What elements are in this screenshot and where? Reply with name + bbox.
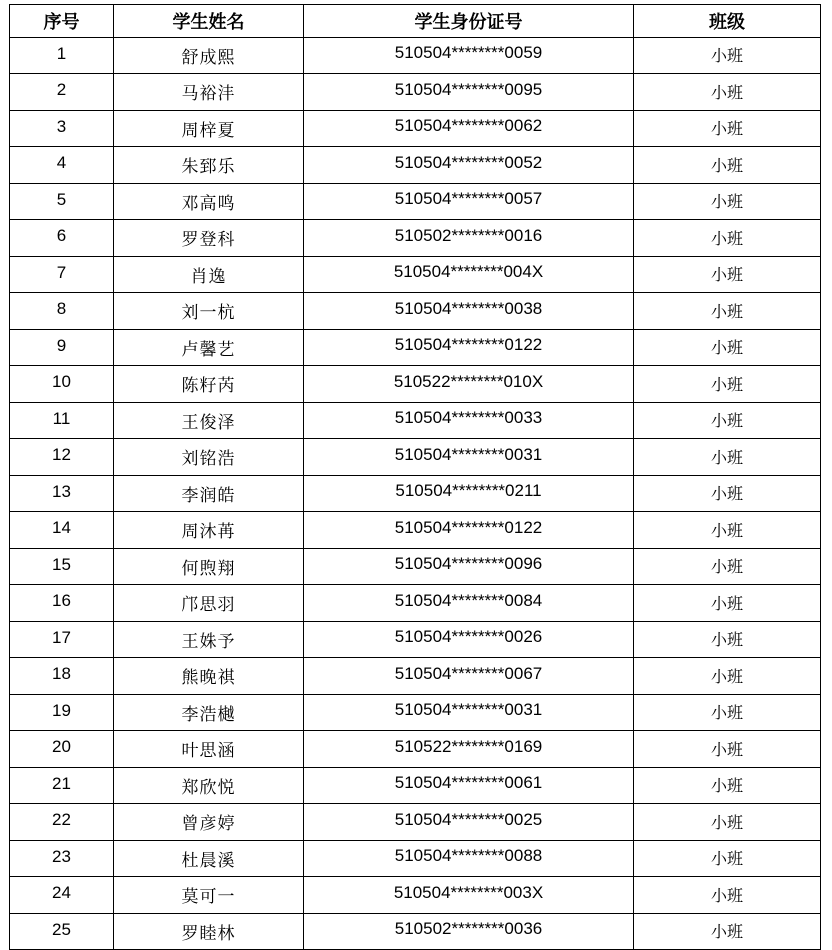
cell-student-name: 肖逸 [114,256,304,293]
cell-seq: 13 [10,475,114,512]
cell-id-number: 510504********0057 [304,183,634,220]
cell-seq: 21 [10,767,114,804]
cell-student-name: 朱郅乐 [114,147,304,184]
cell-student-name: 马裕沣 [114,74,304,111]
cell-id-number: 510504********0033 [304,402,634,439]
table-row [10,439,821,476]
cell-id-number: 510504********0062 [304,110,634,147]
student-roster-table [9,4,821,950]
class-label: 小班 [710,630,743,650]
cell-class [634,110,821,147]
cell-seq: 12 [10,439,114,476]
cell-seq: 3 [10,110,114,147]
cell-id-number: 510504********003X [304,877,634,914]
cell-seq: 4 [10,147,114,184]
cell-student-name: 罗睦林 [114,913,304,950]
cell-student-name: 邝思羽 [114,585,304,622]
cell-id-number: 510504********0122 [304,512,634,549]
cell-class [634,767,821,804]
class-label: 小班 [710,411,743,431]
class-label: 小班 [710,46,743,66]
class-label: 小班 [710,374,743,394]
cell-class [634,147,821,184]
table-row [10,475,821,512]
table-row [10,183,821,220]
cell-class [634,512,821,549]
cell-seq: 25 [10,913,114,950]
cell-student-name: 李浩樾 [114,694,304,731]
cell-id-number: 510504********0211 [304,475,634,512]
cell-class [634,183,821,220]
class-label: 小班 [710,885,743,905]
table-row [10,147,821,184]
cell-class [634,37,821,74]
cell-seq: 17 [10,621,114,658]
cell-student-name: 刘一杭 [114,293,304,330]
header-name: 学生姓名 [114,5,304,38]
cell-class [634,256,821,293]
table-row [10,913,821,950]
cell-class [634,293,821,330]
cell-class [634,804,821,841]
cell-class [634,913,821,950]
table-row [10,293,821,330]
cell-id-number: 510504********0088 [304,840,634,877]
cell-seq: 14 [10,512,114,549]
table-row [10,877,821,914]
cell-seq: 23 [10,840,114,877]
cell-seq: 19 [10,694,114,731]
cell-seq: 10 [10,366,114,403]
table-row [10,767,821,804]
cell-student-name: 邓高鸣 [114,183,304,220]
cell-student-name: 周沐苒 [114,512,304,549]
class-label: 小班 [710,849,743,869]
header-class: 班级 [634,5,821,38]
table-row [10,256,821,293]
cell-student-name: 叶思涵 [114,731,304,768]
table-body [10,37,821,950]
cell-id-number: 510504********0122 [304,329,634,366]
cell-id-number: 510504********0031 [304,439,634,476]
cell-class [634,366,821,403]
class-label: 小班 [710,484,743,504]
table-row [10,621,821,658]
cell-seq: 6 [10,220,114,257]
cell-class [634,220,821,257]
cell-seq: 16 [10,585,114,622]
class-label: 小班 [710,447,743,467]
cell-student-name: 罗登科 [114,220,304,257]
class-label: 小班 [710,703,743,723]
cell-id-number: 510502********0016 [304,220,634,257]
cell-student-name: 杜晨溪 [114,840,304,877]
class-label: 小班 [710,192,743,212]
table-header [10,5,821,38]
header-id-number: 学生身份证号 [304,5,634,38]
class-label: 小班 [710,155,743,175]
cell-seq: 15 [10,548,114,585]
class-label: 小班 [710,228,743,248]
cell-student-name: 卢馨艺 [114,329,304,366]
table-row [10,585,821,622]
cell-class [634,658,821,695]
table-row [10,37,821,74]
cell-id-number: 510504********0052 [304,147,634,184]
cell-class [634,731,821,768]
cell-student-name: 郑欣悦 [114,767,304,804]
class-label: 小班 [710,922,743,942]
table-row [10,74,821,111]
cell-seq: 22 [10,804,114,841]
table-row [10,329,821,366]
class-label: 小班 [710,82,743,102]
class-label: 小班 [710,301,743,321]
cell-student-name: 何煦翔 [114,548,304,585]
cell-id-number: 510504********0038 [304,293,634,330]
class-label: 小班 [710,593,743,613]
class-label: 小班 [710,776,743,796]
cell-seq: 7 [10,256,114,293]
table-row [10,694,821,731]
table-row [10,840,821,877]
cell-id-number: 510504********0095 [304,74,634,111]
cell-class [634,585,821,622]
cell-student-name: 陈籽芮 [114,366,304,403]
table-row [10,402,821,439]
cell-id-number: 510504********0096 [304,548,634,585]
cell-student-name: 刘铭浩 [114,439,304,476]
cell-id-number: 510522********010X [304,366,634,403]
table-row [10,110,821,147]
cell-class [634,621,821,658]
cell-class [634,402,821,439]
class-label: 小班 [710,812,743,832]
cell-seq: 9 [10,329,114,366]
cell-seq: 11 [10,402,114,439]
cell-id-number: 510504********0025 [304,804,634,841]
cell-seq: 2 [10,74,114,111]
table-row [10,548,821,585]
cell-id-number: 510522********0169 [304,731,634,768]
header-seq: 序号 [10,5,114,38]
cell-seq: 1 [10,37,114,74]
cell-class [634,475,821,512]
cell-id-number: 510504********0061 [304,767,634,804]
class-label: 小班 [710,520,743,540]
cell-student-name: 李润皓 [114,475,304,512]
cell-id-number: 510504********0031 [304,694,634,731]
cell-id-number: 510504********004X [304,256,634,293]
class-label: 小班 [710,666,743,686]
table-row [10,512,821,549]
table-row [10,366,821,403]
class-label: 小班 [710,265,743,285]
cell-id-number: 510504********0084 [304,585,634,622]
header-row [10,5,821,38]
cell-student-name: 王俊泽 [114,402,304,439]
cell-seq: 24 [10,877,114,914]
cell-class [634,548,821,585]
cell-student-name: 曾彦婷 [114,804,304,841]
cell-seq: 8 [10,293,114,330]
cell-class [634,694,821,731]
cell-student-name: 王姝予 [114,621,304,658]
cell-seq: 20 [10,731,114,768]
cell-student-name: 周梓夏 [114,110,304,147]
cell-class [634,840,821,877]
class-label: 小班 [710,557,743,577]
class-label: 小班 [710,119,743,139]
class-label: 小班 [710,338,743,358]
table-row [10,731,821,768]
cell-seq: 18 [10,658,114,695]
cell-class [634,877,821,914]
table-row [10,220,821,257]
table-row [10,804,821,841]
class-label: 小班 [710,739,743,759]
table-row [10,658,821,695]
cell-id-number: 510504********0067 [304,658,634,695]
cell-seq: 5 [10,183,114,220]
cell-class [634,329,821,366]
cell-student-name: 舒成熙 [114,37,304,74]
cell-class [634,439,821,476]
cell-class [634,74,821,111]
cell-id-number: 510502********0036 [304,913,634,950]
cell-id-number: 510504********0059 [304,37,634,74]
cell-student-name: 莫可一 [114,877,304,914]
cell-student-name: 熊晚祺 [114,658,304,695]
cell-id-number: 510504********0026 [304,621,634,658]
